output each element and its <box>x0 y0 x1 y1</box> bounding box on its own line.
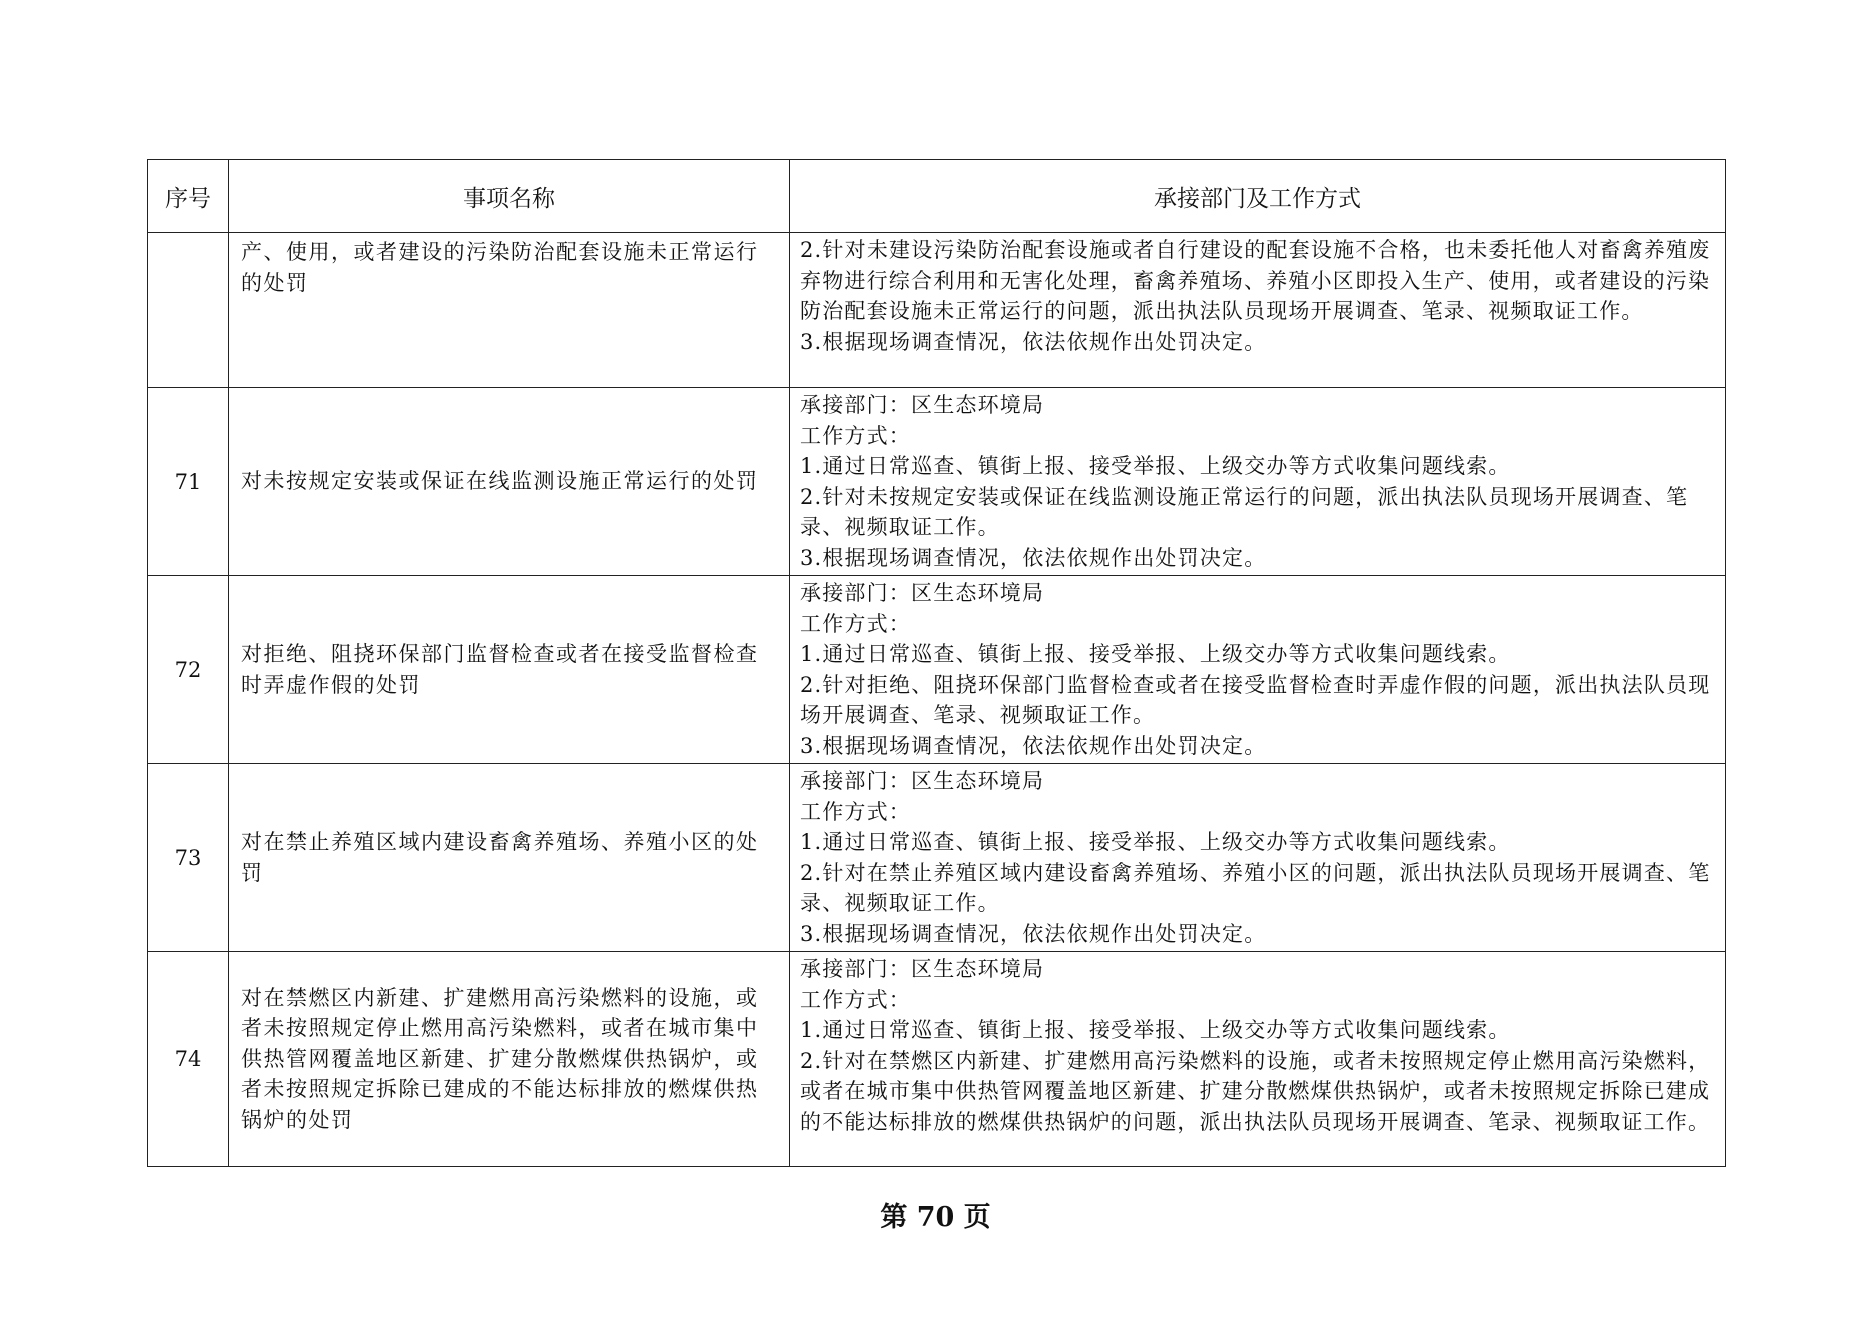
detail-line: 1.通过日常巡查、镇街上报、接受举报、上级交办等方式收集问题线索。 <box>800 454 1511 478</box>
detail-line: 工作方式： <box>800 987 911 1012</box>
row-detail <box>790 952 1726 1167</box>
table-row <box>148 388 1726 576</box>
row-item-name: 对拒绝、阻挠环保部门监督检查或者在接受监督检查时弄虚作假的处罚 <box>229 576 790 764</box>
detail-line: 2.针对未建设污染防治配套设施或者自行建设的配套设施不合格，也未委托他人对畜禽养殖废弃物进行综合利用和无害化处理，畜禽养殖场、养殖小区即投入生产、使用，或者建设的污染防治配套设施未正常运行的问题，派出执法队员现场开展调查、笔录、视频取证工作。 <box>800 238 1711 323</box>
document-page <box>147 159 1725 1167</box>
detail-line: 工作方式： <box>800 423 911 448</box>
row-item-name: 对未按规定安装或保证在线监测设施正常运行的处罚 <box>229 388 790 576</box>
detail-line: 工作方式： <box>800 799 911 824</box>
matters-table <box>147 159 1726 1167</box>
detail-line: 3.根据现场调查情况，依法依规作出处罚决定。 <box>800 733 1267 758</box>
row-item-name: 产、使用，或者建设的污染防治配套设施未正常运行的处罚 <box>229 233 790 388</box>
detail-line: 3.根据现场调查情况，依法依规作出处罚决定。 <box>800 545 1267 570</box>
row-detail <box>790 576 1726 764</box>
row-detail <box>790 764 1726 952</box>
row-detail <box>790 388 1726 576</box>
table-row <box>148 764 1726 952</box>
detail-line: 承接部门：区生态环境局 <box>800 393 1045 417</box>
detail-line: 1.通过日常巡查、镇街上报、接受举报、上级交办等方式收集问题线索。 <box>800 642 1511 666</box>
table-header-row <box>148 160 1726 233</box>
row-number: 71 <box>148 388 229 576</box>
header-item-name: 事项名称 <box>229 160 790 233</box>
detail-line: 工作方式： <box>800 611 911 636</box>
row-number <box>148 233 229 388</box>
detail-line: 承接部门：区生态环境局 <box>800 581 1045 605</box>
table-row <box>148 576 1726 764</box>
detail-line: 1.通过日常巡查、镇街上报、接受举报、上级交办等方式收集问题线索。 <box>800 830 1511 854</box>
detail-line: 2.针对在禁燃区内新建、扩建燃用高污染燃料的设施，或者未按照规定停止燃用高污染燃料，或者在城市集中供热管网覆盖地区新建、扩建分散燃煤供热锅炉，或者未按照规定拆除已建成的不能达标排放的燃煤供热锅炉的问题，派出执法队员现场开展调查、笔录、视频取证工作。 <box>800 1048 1711 1134</box>
detail-line: 承接部门：区生态环境局 <box>800 769 1045 793</box>
row-number: 74 <box>148 952 229 1167</box>
detail-line: 2.针对拒绝、阻挠环保部门监督检查或者在接受监督检查时弄虚作假的问题，派出执法队员现场开展调查、笔录、视频取证工作。 <box>800 672 1711 727</box>
detail-line: 1.通过日常巡查、镇街上报、接受举报、上级交办等方式收集问题线索。 <box>800 1018 1511 1042</box>
detail-line: 承接部门：区生态环境局 <box>800 957 1045 981</box>
detail-line: 2.针对在禁止养殖区域内建设畜禽养殖场、养殖小区的问题，派出执法队员现场开展调查、笔录、视频取证工作。 <box>800 860 1711 915</box>
detail-line: 2.针对未按规定安装或保证在线监测设施正常运行的问题，派出执法队员现场开展调查、笔录、视频取证工作。 <box>800 484 1689 539</box>
row-number: 73 <box>148 764 229 952</box>
row-item-name: 对在禁燃区内新建、扩建燃用高污染燃料的设施，或者未按照规定停止燃用高污染燃料，或者在城市集中供热管网覆盖地区新建、扩建分散燃煤供热锅炉，或者未按照规定拆除已建成的不能达标排放的燃煤供热锅炉的处罚 <box>229 952 790 1167</box>
table-row-continued <box>148 233 1726 388</box>
detail-line: 3.根据现场调查情况，依法依规作出处罚决定。 <box>800 329 1267 354</box>
header-department-method: 承接部门及工作方式 <box>790 160 1726 233</box>
row-item-name: 对在禁止养殖区域内建设畜禽养殖场、养殖小区的处罚 <box>229 764 790 952</box>
row-detail <box>790 233 1726 388</box>
page-number: 第 70 页 <box>880 1202 991 1233</box>
detail-line: 3.根据现场调查情况，依法依规作出处罚决定。 <box>800 921 1267 946</box>
header-number: 序号 <box>148 160 229 233</box>
row-number: 72 <box>148 576 229 764</box>
table-row <box>148 952 1726 1167</box>
